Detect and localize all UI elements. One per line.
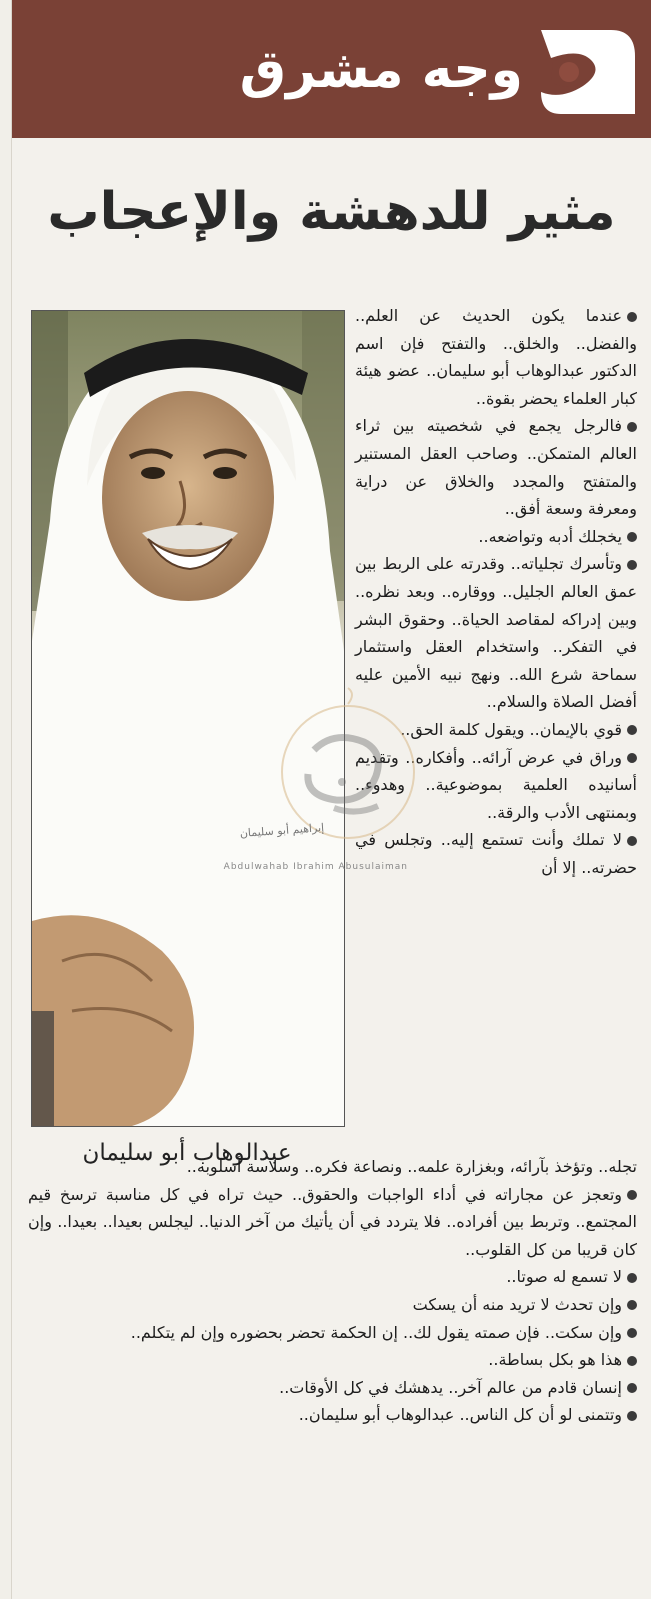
- bullet-dot-icon: [627, 1328, 637, 1338]
- paragraph: وتأسرك تجلياته.. وقدرته على الربط بين عمق العالم الجليل.. ووقاره.. وبعد نظره.. وبين إدراكه لمقاصد الحياة.. وحقوق البشر في التفكر.. واستخدام العقل واستثمار سماحة شرع الله.. ونهج نبيه الأمين عليه أفضل الصلاة والسلام..: [355, 554, 637, 712]
- paragraph: لا تملك وأنت تستمع إليه.. وتجلس في حضرته.. إلا أن: [355, 830, 637, 877]
- paragraph: وإن تحدث لا تريد منه أن يسكت: [28, 1291, 637, 1319]
- watermark-stamp-icon: [223, 690, 444, 880]
- bullet-dot-icon: [627, 532, 637, 542]
- paragraph: يخجلك أدبه وتواضعه..: [355, 523, 637, 551]
- paragraph-continued: تجله.. وتؤخذ بآرائه، وبغزارة علمه.. ونصاعة فكره.. وسلاسة أسلوبه..: [186, 1157, 637, 1176]
- paragraph: وإن سكت.. فإن صمته يقول لك.. إن الحكمة تحضر بحضوره وإن لم يتكلم..: [28, 1319, 637, 1347]
- watermark-name-english: Abdulwahab Ibrahim Abusulaiman: [223, 862, 408, 872]
- paragraph: وتعجز عن مجاراته في أداء الواجبات والحقوق.. حيث تراه في كل مناسبة ترسخ قيم المجتمع.. وتربط بين أفراده.. فلا يتردد في أن يأتيك من آخر الدنيا.. ليجلس بعيدا.. بعيدا.. وإن كان قريبا من كل القلوب..: [28, 1184, 637, 1259]
- speech-mark-logo-icon: [531, 22, 641, 122]
- bullet-dot-icon: [627, 1273, 637, 1283]
- bullet-dot-icon: [627, 560, 637, 570]
- paragraph: لا تسمع له صوتا..: [28, 1263, 637, 1291]
- paragraph: هذا هو بكل بساطة..: [28, 1346, 637, 1374]
- watermark-name-arabic: إبراهيم أبو سليمان: [239, 821, 325, 840]
- section-title: وجه مشرق: [239, 40, 523, 100]
- bullet-dot-icon: [627, 753, 637, 763]
- paragraph: فالرجل يجمع في شخصيته بين ثراء العالم المتمكن.. وصاحب العقل المستنير والمتفتح والمجدد والخلاق عن دراية ومعرفة وسعة أفق..: [355, 416, 637, 519]
- paragraph: إنسان قادم من عالم آخر.. يدهشك في كل الأوقات..: [28, 1374, 637, 1402]
- bullet-dot-icon: [627, 725, 637, 735]
- bullet-dot-icon: [627, 1383, 637, 1393]
- paragraph: وراق في عرض آرائه.. وأفكاره.. وتقديم أسانيده العلمية بموضوعية.. وهدوء.. وبمنتهى الأدب والرقة..: [355, 747, 637, 822]
- bullet-dot-icon: [627, 1411, 637, 1421]
- bullet-dot-icon: [627, 836, 637, 846]
- bullet-dot-icon: [627, 422, 637, 432]
- bullet-dot-icon: [627, 312, 637, 322]
- article-headline: مثير للدهشة والإعجاب: [47, 182, 616, 242]
- photo-caption: عبدالوهاب أبو سليمان: [82, 1140, 292, 1166]
- newspaper-clipping: [12, 0, 651, 1599]
- paragraph: وتتمنى لو أن كل الناس.. عبدالوهاب أبو سليمان..: [28, 1401, 637, 1429]
- bullet-dot-icon: [627, 1300, 637, 1310]
- bullet-dot-icon: [627, 1190, 637, 1200]
- paragraph: عندما يكون الحديث عن العلم.. والفضل.. والخلق.. والتفتح فإن اسم الدكتور عبدالوهاب أبو سليمان.. عضو هيئة كبار العلماء يحضر بقوة..: [355, 306, 637, 408]
- section-header-band: [12, 0, 651, 138]
- paragraph: قوي بالإيمان.. ويقول كلمة الحق..: [355, 716, 637, 744]
- bullet-dot-icon: [627, 1356, 637, 1366]
- article-body-wide-column: [28, 1153, 637, 1429]
